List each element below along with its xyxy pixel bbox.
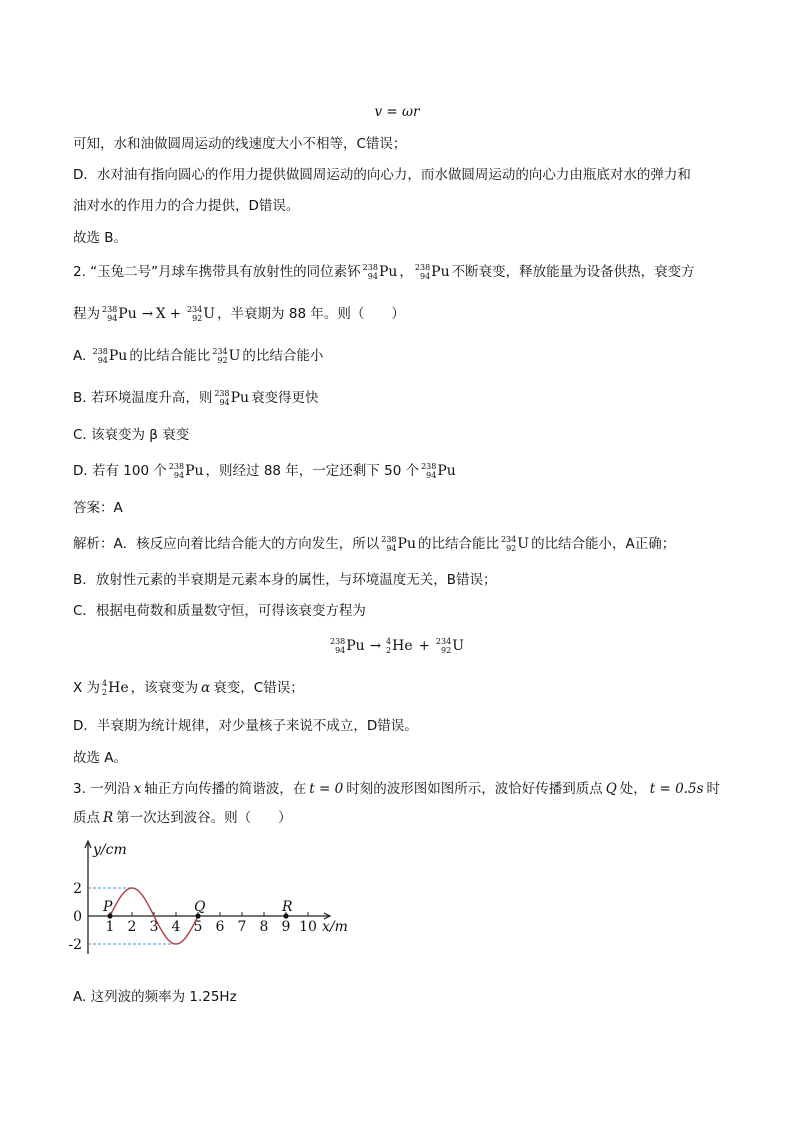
x-is-text-end: 衰变，C错误； [213, 680, 304, 696]
pu-nuclide: 238 94 Pu [414, 263, 450, 281]
q2-option-b[interactable] [73, 388, 319, 408]
q3-text-c: 时刻的波形图如图所示，波恰好传播到质点 [346, 781, 603, 797]
option-b-text: B. 若环境温度升高，则 [73, 390, 213, 406]
x-tick-label: 2 [127, 919, 137, 935]
q2-option-d[interactable] [73, 461, 458, 481]
option-a-label: A. [73, 348, 87, 364]
pu-nuclide: 238 94 Pu [329, 637, 365, 655]
x-tick-label: 1 [105, 919, 115, 935]
pu-nuclide: 238 94 Pu [168, 462, 204, 480]
pu-nuclide: 238 94 Pu [102, 305, 137, 323]
q2-stem-text-a: 2. “玉兔二号”月球车携带具有放射性的同位素钚 [73, 264, 361, 280]
he-nuclide: 4 2 He [102, 679, 129, 697]
q3-text-g: 第一次达到波谷。则（ ） [116, 810, 292, 826]
pu-nuclide: 238 94 Pu [214, 389, 250, 407]
exp-a-text-end: 的比结合能小，A正确； [531, 536, 676, 552]
q3-text-d: 处， [619, 781, 647, 797]
x-is-helium [73, 678, 304, 698]
y-tick-label: 2 [73, 881, 82, 897]
he-nuclide: 4 2 He [386, 637, 413, 655]
separator: ， [399, 264, 413, 280]
t0-variable: t = 0 [309, 781, 344, 797]
x-tick-label: 6 [215, 919, 225, 935]
pu-nuclide: 238 94 Pu [92, 347, 128, 365]
y-axis-label: y/cm [93, 842, 127, 858]
x-tick-label: 7 [237, 919, 247, 935]
right-arrow-icon: → [141, 306, 154, 322]
u-nuclide: 234 92 U [435, 637, 465, 655]
x-is-text-mid: ，该衰变为 [130, 680, 199, 696]
decay-equation [0, 636, 794, 656]
q2-stem-text-b: 不断衰变，释放能量为设备供热，衰变方 [451, 264, 695, 280]
q2-option-a[interactable] [73, 346, 323, 366]
q3-text-e: 时 [706, 781, 721, 797]
exp-a-text-mid: 的比结合能比 [417, 536, 499, 552]
x-axis-label: x/m [322, 919, 348, 935]
u-nuclide: 234 92 U [212, 347, 241, 365]
option-b-text-end: 衰变得更快 [251, 390, 319, 406]
q-variable: Q [605, 781, 617, 797]
q2-eq-prefix: 程为 [73, 306, 100, 322]
u-nuclide: 234 92 U [186, 305, 216, 323]
point-label-r: R [282, 899, 293, 915]
option-d-text-mid: ，则经过 88 年，一定还剩下 50 个 [205, 463, 420, 479]
q2-explanation-b: B．放射性元素的半衰期是元素本身的属性，与环境温度无关，B错误； [73, 572, 497, 588]
choose-b: 故选 B。 [73, 230, 128, 246]
x-variable: x [133, 781, 142, 797]
q2-answer: 答案：A [73, 500, 123, 516]
q3-stem-line1 [73, 779, 720, 799]
q3-option-a[interactable]: A. 这列波的频率为 1.25Hz [73, 989, 237, 1005]
x-symbol: X [156, 306, 166, 322]
alpha-symbol: α [201, 680, 211, 696]
d-explanation-line2: 油对水的作用力的合力提供，D错误。 [73, 198, 300, 214]
x-tick-label: 3 [149, 919, 159, 935]
pu-nuclide: 238 94 Pu [362, 263, 398, 281]
exp-a-text: 解析：A．核反应向着比结合能大的方向发生，所以 [73, 536, 380, 552]
t05-variable: t = 0.5s [649, 781, 704, 797]
x-tick-label: 9 [281, 919, 291, 935]
right-arrow-icon: → [369, 638, 382, 654]
choose-a: 故选 A。 [73, 750, 128, 766]
pu-nuclide: 238 94 Pu [421, 462, 456, 480]
x-tick-label: 5 [193, 919, 203, 935]
option-a-text-end: 的比结合能小 [242, 348, 324, 364]
option-d-text: D. 若有 100 个 [73, 463, 167, 479]
r-variable: R [103, 810, 114, 826]
q3-text-b: 轴正方向传播的简谐波，在 [144, 781, 307, 797]
q3-text-a: 3. 一列沿 [73, 781, 131, 797]
x-tick-label: 8 [259, 919, 269, 935]
q3-text-f: 质点 [73, 810, 100, 826]
x-tick-label: 4 [171, 919, 181, 935]
q2-explanation-c: C．根据电荷数和质量数守恒，可得该衰变方程为 [73, 603, 366, 619]
c-conclusion: 可知，水和油做圆周运动的线速度大小不相等，C错误； [73, 136, 407, 152]
wave-chart [70, 838, 370, 978]
u-nuclide: 234 92 U [500, 535, 530, 553]
plus-sign: + [418, 638, 430, 654]
y-tick-label: -2 [68, 937, 82, 953]
x-is-text: X 为 [73, 680, 101, 696]
d-explanation-line1: D．水对油有指向圆心的作用力提供做圆周运动的向心力，而水做圆周运动的向心力由瓶底对水的弹力和 [73, 167, 691, 183]
q2-eq-suffix: ，半衰期为 88 年。则（ ） [217, 306, 405, 322]
pu-nuclide: 238 94 Pu [381, 535, 416, 553]
point-label-p: P [103, 899, 113, 915]
q2-stem-line1 [73, 262, 695, 282]
x-tick-label: 10 [299, 919, 317, 935]
q2-option-c[interactable]: C. 该衰变为 β 衰变 [73, 427, 190, 443]
q2-explanation-d: D．半衰期为统计规律，对少量核子来说不成立，D错误。 [73, 718, 418, 734]
q2-explanation-a [73, 534, 675, 554]
q3-stem-line2 [73, 808, 292, 828]
q2-stem-line2 [73, 304, 405, 324]
plus-sign: + [169, 306, 181, 322]
option-a-text: 的比结合能比 [129, 348, 211, 364]
y-tick-label: 0 [73, 909, 82, 925]
point-label-q: Q [194, 899, 206, 915]
formula-v-omega-r: v = ωr [374, 104, 420, 120]
